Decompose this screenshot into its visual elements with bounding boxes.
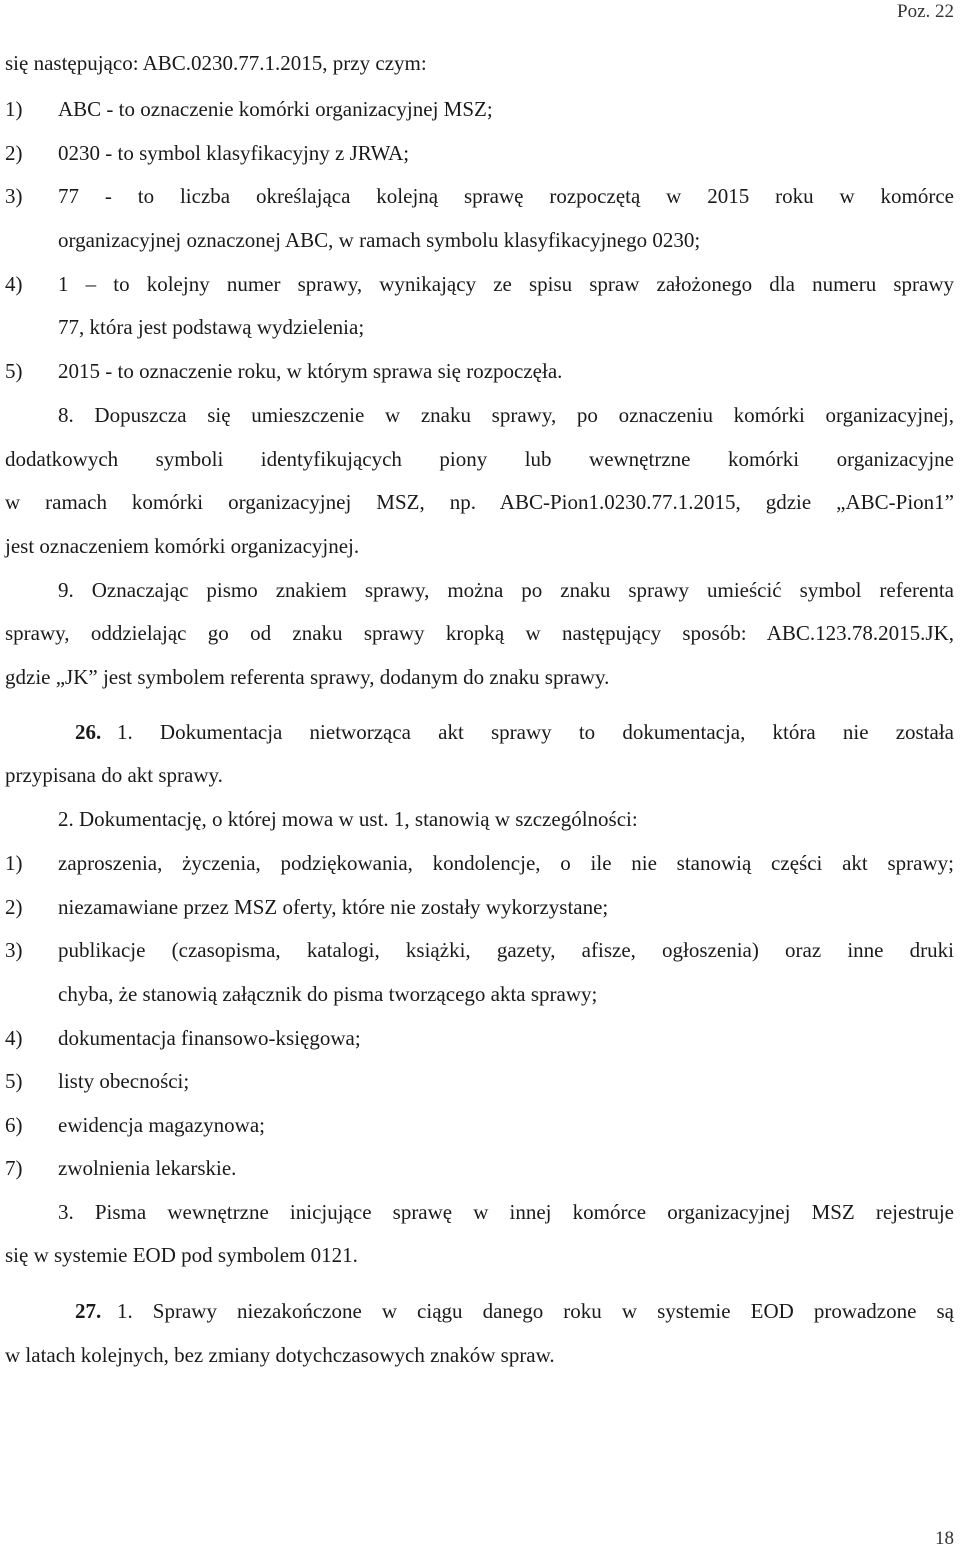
list-item-text: niezamawiane przez MSZ oferty, które nie zostały wykorzystane; — [58, 895, 609, 919]
list-number: 4) — [5, 1026, 23, 1050]
list-item-text: zaproszenia, życzenia, podziękowania, kondolencje, o ile nie stanowią części akt sprawy; — [58, 851, 954, 875]
list-number: 7) — [5, 1156, 23, 1180]
section-number: 27. — [75, 1299, 102, 1323]
list-number: 3) — [5, 938, 23, 962]
paragraph-line: się w systemie EOD pod symbolem 0121. — [5, 1243, 358, 1267]
list-item-text: 0230 - to symbol klasyfikacyjny z JRWA; — [58, 141, 410, 165]
list-item-text: listy obecności; — [58, 1069, 190, 1093]
paragraph-line: 3. Pisma wewnętrzne inicjujące sprawę w innej komórce organizacyjnej MSZ rejestruje — [58, 1200, 954, 1224]
list-number: 6) — [5, 1113, 23, 1137]
list-number: 3) — [5, 184, 23, 208]
list-item-text: dokumentacja finansowo-księgowa; — [58, 1026, 361, 1050]
list-number: 1) — [5, 97, 23, 121]
list-number: 5) — [5, 1069, 23, 1093]
list-item-text: publikacje (czasopisma, katalogi, książki, gazety, afisze, ogłoszenia) oraz inne druki — [58, 938, 954, 962]
paragraph-line: jest oznaczeniem komórki organizacyjnej. — [5, 534, 360, 558]
list-item-text: 77 - to liczba określająca kolejną sprawę rozpoczętą w 2015 roku w komórce — [58, 184, 954, 208]
list-number: 2) — [5, 895, 23, 919]
paragraph-line: 1. Sprawy niezakończone w ciągu danego roku w systemie EOD prowadzone są — [117, 1299, 954, 1323]
list-item-text: 2015 - to oznaczenie roku, w którym sprawa się rozpoczęła. — [58, 359, 563, 383]
paragraph-line: 9. Oznaczając pismo znakiem sprawy, można po znaku sprawy umieścić symbol referenta — [58, 578, 954, 602]
list-number: 1) — [5, 851, 23, 875]
section-number: 26. — [75, 720, 102, 744]
paragraph-line: gdzie „JK” jest symbolem referenta sprawy, dodanym do znaku sprawy. — [5, 665, 610, 689]
paragraph-line: sprawy, oddzielając go od znaku sprawy kropką w następujący sposób: ABC.123.78.2015.JK, — [5, 621, 954, 645]
paragraph-line: dodatkowych symboli identyfikujących piony lub wewnętrzne komórki organizacyjne — [5, 447, 954, 471]
list-item-text: organizacyjnej oznaczonej ABC, w ramach symbolu klasyfikacyjnego 0230; — [58, 228, 701, 252]
paragraph-line: 1. Dokumentacja nietworząca akt sprawy to dokumentacja, która nie została — [117, 720, 954, 744]
list-item-text: ABC - to oznaczenie komórki organizacyjnej MSZ; — [58, 97, 493, 121]
paragraph-line: 2. Dokumentację, o której mowa w ust. 1, stanowią w szczególności: — [58, 807, 638, 831]
list-item-text: chyba, że stanowią załącznik do pisma tworzącego akta sprawy; — [58, 982, 598, 1006]
list-item-text: ewidencja magazynowa; — [58, 1113, 265, 1137]
paragraph-line: w latach kolejnych, bez zmiany dotychczasowych znaków spraw. — [5, 1343, 555, 1367]
page-number: 18 — [935, 1528, 954, 1549]
text-line: się następująco: ABC.0230.77.1.2015, przy czym: — [5, 51, 427, 75]
list-number: 4) — [5, 272, 23, 296]
list-item-text: 1 – to kolejny numer sprawy, wynikający ze spisu spraw założonego dla numeru sprawy — [58, 272, 954, 296]
paragraph-line: w ramach komórki organizacyjnej MSZ, np. ABC-Pion1.0230.77.1.2015, gdzie „ABC-Pion1” — [5, 490, 954, 514]
list-number: 5) — [5, 359, 23, 383]
list-item-text: 77, która jest podstawą wydzielenia; — [58, 315, 365, 339]
paragraph-line: 8. Dopuszcza się umieszczenie w znaku sprawy, po oznaczeniu komórki organizacyjnej, — [58, 403, 954, 427]
list-item-text: zwolnienia lekarskie. — [58, 1156, 237, 1180]
paragraph-line: przypisana do akt sprawy. — [5, 763, 223, 787]
page-header: Poz. 22 — [897, 1, 954, 22]
list-number: 2) — [5, 141, 23, 165]
